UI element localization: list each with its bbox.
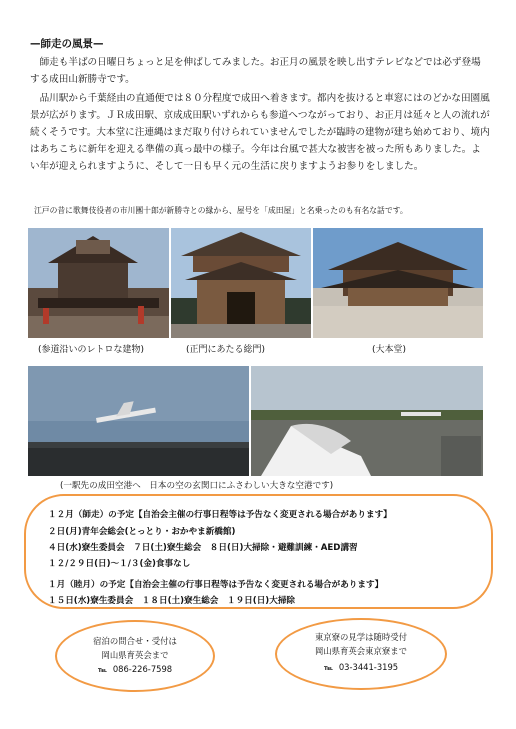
- caption-retro-building: (参道沿いのレトロな建物): [38, 345, 145, 355]
- caption-airport: (一駅先の成田空港へ 日本の空の玄関口にふさわしい大きな空港です): [60, 481, 334, 491]
- article-title: —師走の風景—: [30, 38, 104, 50]
- december-item: １２/２９日(日)～１/３(金)食事なし: [48, 559, 191, 569]
- dorm-phone: [277, 660, 445, 675]
- photo-airport-takeoff: [28, 366, 249, 476]
- photo-airport-jet: [251, 366, 483, 476]
- kabuki-note: 江戸の昔に歌舞伎役者の市川團十郎が新勝寺との縁から、屋号を「成田屋」と名乗ったのも有名な話です。: [34, 206, 408, 215]
- contact-bubble-lodging: [55, 620, 215, 692]
- dorm-org-label: 岡山県育英会東京寮まで: [314, 646, 408, 656]
- photo-captions-row: [0, 342, 516, 360]
- photo-retro-building: [28, 228, 169, 338]
- december-schedule-title: １２月（師走）の予定【自治会主催の行事日程等は予告なく変更される場合があります】: [48, 510, 392, 520]
- january-schedule-title: １月（睦月）の予定【自治会主催の行事日程等は予告なく変更される場合があります】: [48, 580, 384, 590]
- caption-main-hall: (大本堂): [372, 345, 407, 355]
- schedule-box: [24, 494, 493, 609]
- december-item: ２日(月)青年会総会(とっとり・おかやま新橋館): [48, 527, 236, 537]
- contact-bubble-tokyo-dorm: [275, 618, 447, 690]
- dorm-visit-label: 東京寮の見学は随時受付: [314, 632, 408, 642]
- january-item: １５日(水)寮生委員会 １８日(土)寮生総会 １９日(日)大掃除: [48, 596, 296, 606]
- lodging-phone-number: 086-226-7598: [112, 664, 173, 674]
- photo-main-hall: [313, 228, 483, 338]
- phone-icon: ℡: [97, 666, 107, 674]
- december-item: ４日(水)寮生委員会 ７日(土)寮生総会 ８日(日)大掃除・避難訓練・AED講習: [48, 543, 358, 553]
- lodging-org-label: 岡山県育英会まで: [101, 650, 169, 660]
- photo-main-gate: [171, 228, 311, 338]
- lodging-inquiry-label: 宿泊の問合せ・受付は: [93, 636, 177, 646]
- phone-icon: ℡: [323, 664, 333, 672]
- paragraph-intro: 師走も半ばの日曜日ちょっと足を伸ばしてみました。お正月の風景を映し出すテレビなどでは必ず登場する成田山新勝寺です。: [30, 57, 481, 85]
- dorm-phone-number: 03-3441-3195: [338, 662, 399, 672]
- lodging-phone: [57, 662, 213, 677]
- caption-main-gate: (正門にあたる総門): [186, 345, 266, 355]
- paragraph-body: 品川駅から千葉経由の直通便では８０分程度で成田へ着きます。都内を抜けると車窓にはのどかな田園風景が広がります。ＪＲ成田駅、京成成田駅いずれからも参道へつながっており、お正月は延々と人の流れが続くそうです。大本堂に注連縄はまだ取り付けられていませんでしたが臨時の建物が建ち始めており、境内はあちこちに新年を迎える準備の真っ最中の様子。今年は台風で甚大な被害を被った所もありました。よい年が迎えられますように、そして一日も早く元の生活に戻りますようお参りをしました。: [30, 93, 490, 172]
